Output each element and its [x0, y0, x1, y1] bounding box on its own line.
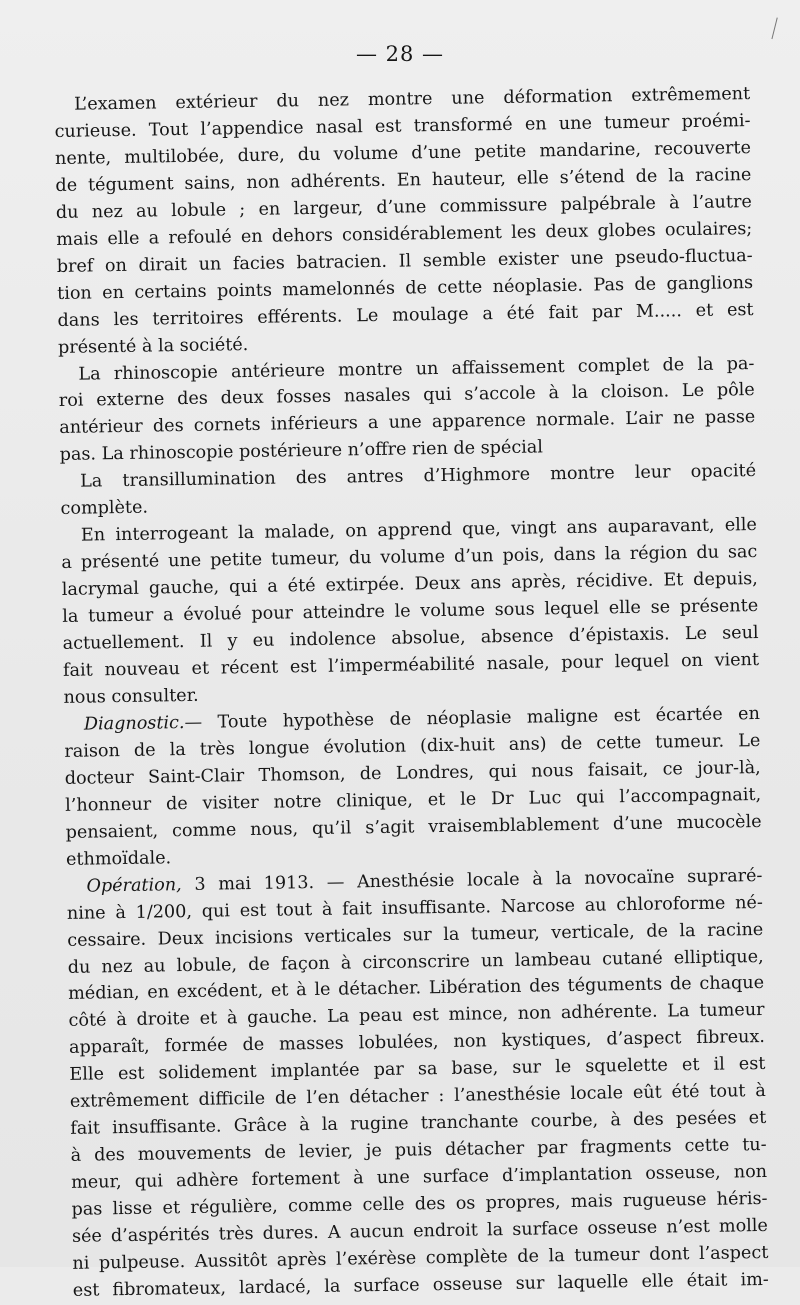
text-line: à des mouvements de levier, je puis détacher par fragments cette tu- — [70, 1135, 767, 1167]
text-line: a présenté une petite tumeur, du volume d’un pois, dans la région du sac — [61, 542, 758, 574]
text-line: complète. — [60, 497, 149, 520]
text-line: raison de la très longue évolution (dix-huit ans) de cette tumeur. Le — [64, 730, 761, 762]
text-line: bref on dirait un facies batracien. Il semble exister une pseudo-fluctua- — [56, 245, 753, 277]
body-text — [54, 81, 769, 1305]
text-line: apparaît, formée de masses lobulées, non kystiques, d’aspect fibreux. — [68, 1027, 766, 1059]
text-line: L’examen extérieur du nez montre une déformation extrêmement — [74, 84, 751, 115]
text-line: tion en certains points mamelonnés de cette néoplasie. Pas de ganglions — [57, 272, 754, 304]
text-line: meur, qui adhère fortement à une surface d’implantation osseuse, non — [70, 1162, 768, 1193]
text-line: sée d’aspérités très dures. A aucun endroit la surface osseuse n’est molle — [71, 1215, 769, 1247]
text-line: antérieur des cornets inférieurs a une apparence normale. L’air ne passe — [59, 407, 756, 439]
text-line: docteur Saint-Clair Thomson, de Londres, qui nous faisait, ce jour-là, — [64, 757, 761, 789]
text-line: fait insuffisante. Grâce à la rugine tranchante courbe, à des pesées et — [70, 1108, 767, 1140]
text-line: du nez au lobule, de façon à circonscrire un lambeau cutané elliptique, — [67, 946, 764, 978]
text-line: est fibromateux, lardacé, la surface osseuse sur laquelle elle était im- — [72, 1269, 769, 1301]
text-line: Elle est solidement implantée par sa base, sur le squelette et il est — [69, 1054, 766, 1086]
diagnostic-heading: Diagnostic. — [83, 712, 185, 735]
text-line: roi externe des deux fosses nasales qui s’accole à la cloison. Le pôle — [58, 380, 755, 412]
text-line: la tumeur a évolué pour atteindre le volume sous lequel elle se présente — [62, 596, 759, 628]
text-line: pas. La rhinoscopie postérieure n’offre rien de spécial — [59, 437, 544, 466]
text-line: curieuse. Tout l’appendice nasal est transformé en une tumeur proémi- — [54, 111, 751, 142]
text-line: côté à droite et à gauche. La peau est mince, non adhérente. La tumeur — [68, 1000, 765, 1032]
text-line: nine à 1/200, qui est tout à fait insuffisante. Narcose au chloroforme né- — [66, 892, 763, 924]
text-line: pas lisse et régulière, comme celle des os propres, mais rugueuse héris- — [71, 1189, 768, 1220]
operation-heading: Opération, — [86, 874, 182, 897]
operation-line-rest: 3 mai 1913. — Anesthésie locale à la novocaïne supraré- — [181, 865, 763, 895]
diagnostic-line-rest: — Toute hypothèse de néoplasie maligne est écartée en — [184, 703, 761, 733]
text-line: lacrymal gauche, qui a été extirpée. Deux ans après, récidive. Et depuis, — [61, 569, 758, 601]
text-line: nous consulter. — [63, 685, 199, 708]
text-line: fait nouveau et récent est l’imperméabilité nasale, pour lequel on vient — [62, 650, 760, 681]
margin-pencil-mark — [771, 17, 783, 40]
text-line: ethmoïdale. — [65, 847, 172, 870]
text-line: actuellement. Il y eu indolence absolue, absence d’épistaxis. Le seul — [62, 623, 759, 654]
text-line: de tégument sains, non adhérents. En hauteur, elle s’étend de la racine — [55, 164, 752, 196]
page-number: — 28 — — [355, 42, 445, 66]
text-line: extrêmement difficile de l’en détacher : l’anesthésie locale eût été tout à — [69, 1081, 766, 1113]
text-line: médian, en excédent, et à le détacher. Libération des téguments de chaque — [68, 973, 765, 1005]
text-line: ni pulpeuse. Aussitôt après l’exérèse complète de la tumeur dont l’aspect — [72, 1242, 769, 1274]
text-line: nente, multilobée, dure, du volume d’une petite mandarine, recouverte — [54, 137, 752, 169]
text-line: l’honneur de visiter notre clinique, et le Dr Luc qui l’accompagnait, — [65, 784, 762, 816]
text-line: La rhinoscopie antérieure montre un affaissement complet de la pa- — [78, 353, 755, 385]
text-line: dans les territoires efférents. Le moulage a été fait par M..... et est — [57, 299, 754, 331]
text-line: La transillumination des antres d’Highmore montre leur opacité — [79, 461, 757, 492]
text-line: cessaire. Deux incisions verticales sur la tumeur, verticale, de la racine — [67, 919, 764, 951]
text-line: du nez au lobule ; en largeur, d’une commissure palpébrale à l’autre — [55, 191, 752, 223]
text-line: mais elle a refoulé en dehors considérablement les deux globes oculaires; — [56, 218, 753, 250]
text-line: pensaient, comme nous, qu’il s’agit vraisemblablement d’une mucocèle — [65, 811, 762, 843]
text-line: En interrogeant la malade, on apprend que, vingt ans auparavant, elle — [80, 515, 758, 546]
text-line: présenté à la société. — [57, 334, 249, 358]
